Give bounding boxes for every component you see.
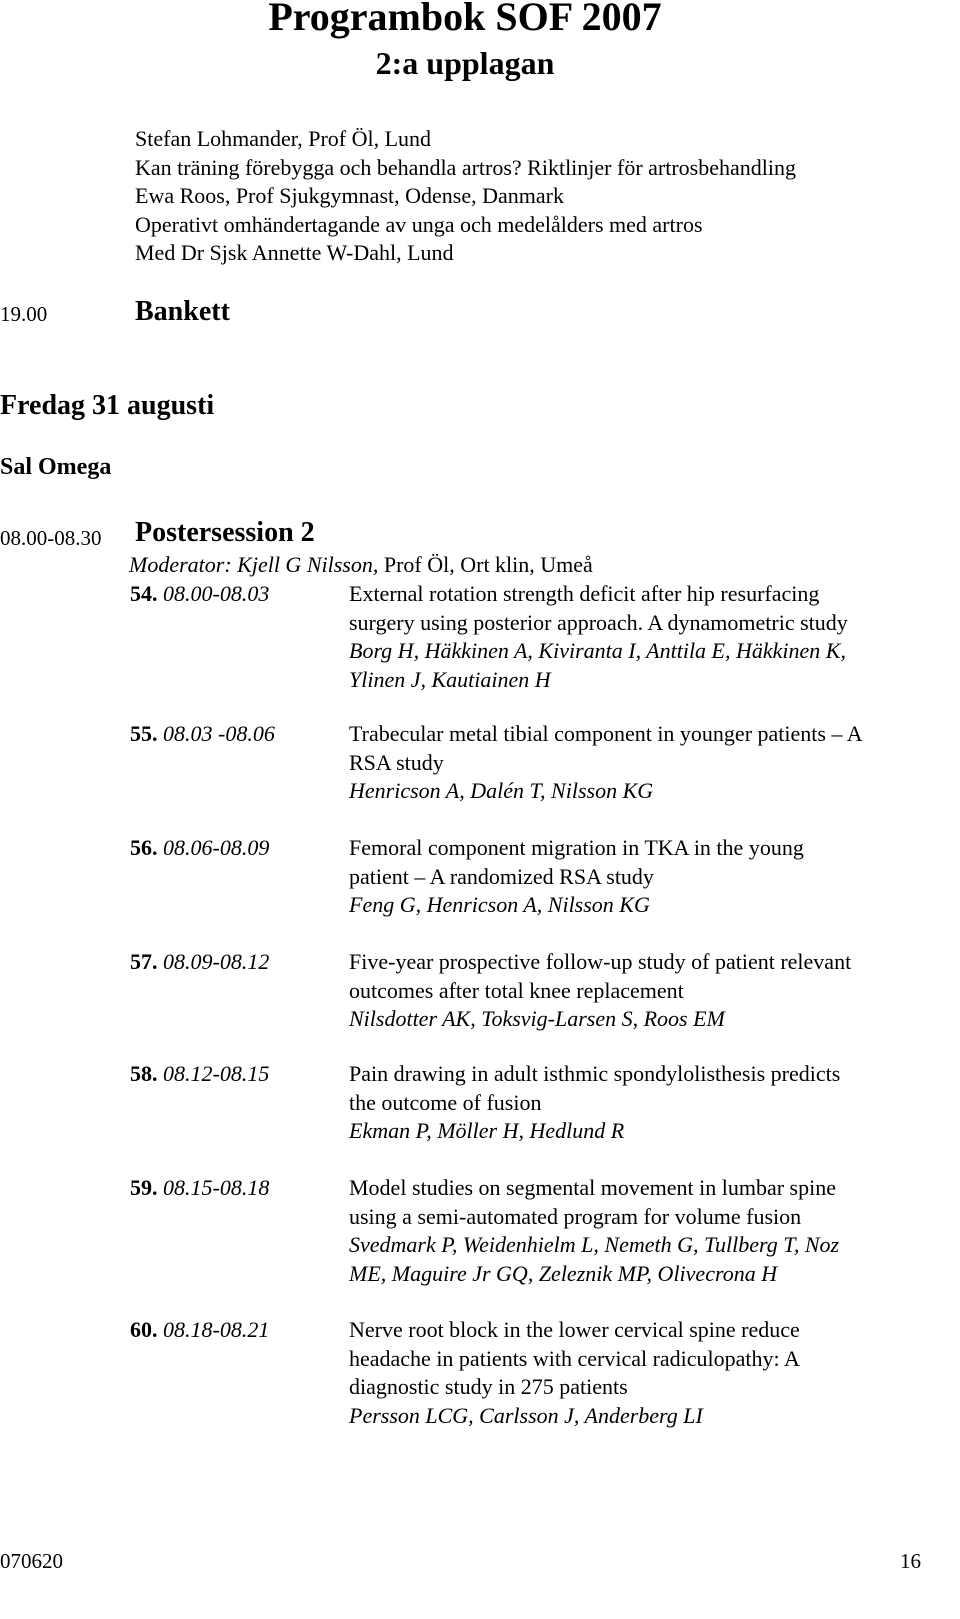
abstract-body: [349, 720, 924, 806]
abstract-number-time: [130, 1060, 269, 1089]
session-time: 08.00-08.30: [0, 526, 102, 550]
abstract-time: 08.15-08.18: [163, 1175, 270, 1200]
page-number: 16: [900, 1549, 921, 1573]
footer-date: 070620: [0, 1549, 63, 1573]
session-title: Postersession 2: [135, 517, 315, 548]
intro-block: [135, 125, 796, 268]
abstract-authors-line: Persson LCG, Carlsson J, Anderberg LI: [349, 1402, 703, 1428]
abstract-number: 58.: [130, 1061, 158, 1086]
abstract-number: 59.: [130, 1175, 158, 1200]
abstract-body: [349, 948, 924, 1034]
abstract-authors-line: Ylinen J, Kautiainen H: [349, 666, 551, 692]
intro-line: Stefan Lohmander, Prof Öl, Lund: [135, 126, 432, 151]
abstract-number: 60.: [130, 1317, 158, 1342]
abstract-title-line: headache in patients with cervical radiculopathy: A: [349, 1345, 800, 1371]
banquet-time: 19.00: [0, 302, 48, 326]
room-heading: Sal Omega: [0, 454, 112, 480]
abstract-body: [349, 1060, 924, 1146]
abstract-time: 08.09-08.12: [163, 949, 270, 974]
abstract-number-time: [130, 1316, 269, 1345]
abstract-number-time: [130, 834, 269, 863]
moderator-detail: Prof Öl, Ort klin, Umeå: [378, 552, 593, 577]
abstract-title-line: diagnostic study in 275 patients: [349, 1374, 628, 1399]
abstract-authors-line: ME, Maguire Jr GQ, Zeleznik MP, Olivecrona H: [349, 1260, 778, 1286]
intro-line: Kan träning förebygga och behandla artros? Riktlinjer för artrosbehandling: [135, 154, 796, 180]
abstract-number: 57.: [130, 949, 158, 974]
abstract-title-line: Pain drawing in adult isthmic spondylolisthesis predicts: [349, 1061, 841, 1086]
abstract-number: 55.: [130, 721, 158, 746]
abstract-time: 08.18-08.21: [163, 1317, 270, 1342]
abstract-number: 56.: [130, 835, 158, 860]
abstract-authors-line: Feng G, Henricson A, Nilsson KG: [349, 892, 650, 917]
abstract-body: [349, 1174, 924, 1288]
abstract-body: [349, 1316, 924, 1430]
abstract-number-time: [130, 1174, 269, 1203]
page-title: Programbok SOF 2007: [268, 0, 662, 39]
abstract-title-line: Model studies on segmental movement in lumbar spine: [349, 1175, 836, 1200]
abstract-time: 08.00-08.03: [163, 581, 270, 606]
page-subtitle: 2:a upplagan: [375, 45, 555, 81]
session-moderator: [129, 551, 593, 579]
abstract-title-line: using a semi-automated program for volume fusion: [349, 1203, 802, 1229]
abstract-title-line: Five-year prospective follow-up study of patient relevant: [349, 949, 852, 974]
abstract-title-line: outcomes after total knee replacement: [349, 977, 684, 1003]
moderator-role: Moderator: Kjell G Nilsson,: [129, 552, 379, 577]
intro-line: Operativt omhändertagande av unga och medelålders med artros: [135, 211, 703, 237]
abstract-time: 08.03 -08.06: [163, 721, 275, 746]
abstract-authors-line: Svedmark P, Weidenhielm L, Nemeth G, Tullberg T, Noz: [349, 1232, 840, 1257]
abstract-title-line: Trabecular metal tibial component in younger patients – A: [349, 721, 863, 746]
abstract-time: 08.12-08.15: [163, 1061, 270, 1086]
abstract-number-time: [130, 580, 269, 609]
abstract-time: 08.06-08.09: [163, 835, 270, 860]
abstract-title-line: surgery using posterior approach. A dynamometric study: [349, 609, 848, 635]
abstract-authors-line: Borg H, Häkkinen A, Kiviranta I, Anttila E, Häkkinen K,: [349, 638, 846, 663]
banquet-label: Bankett: [135, 296, 230, 327]
abstract-body: [349, 834, 924, 920]
abstract-title-line: patient – A randomized RSA study: [349, 863, 654, 889]
day-heading: Fredag 31 augusti: [0, 390, 215, 421]
intro-line: Med Dr Sjsk Annette W-Dahl, Lund: [135, 240, 454, 265]
abstract-title-line: Femoral component migration in TKA in the young: [349, 835, 804, 860]
abstract-title-line: the outcome of fusion: [349, 1089, 542, 1115]
intro-line: Ewa Roos, Prof Sjukgymnast, Odense, Danmark: [135, 183, 564, 208]
abstract-authors-line: Henricson A, Dalén T, Nilsson KG: [349, 778, 654, 803]
abstract-number-time: [130, 948, 269, 977]
abstract-number: 54.: [130, 581, 158, 606]
abstract-title-line: RSA study: [349, 749, 444, 775]
abstract-body: [349, 580, 924, 694]
abstract-authors-line: Ekman P, Möller H, Hedlund R: [349, 1118, 625, 1143]
abstract-title-line: Nerve root block in the lower cervical spine reduce: [349, 1317, 800, 1342]
abstract-title-line: External rotation strength deficit after hip resurfacing: [349, 581, 820, 606]
abstract-authors-line: Nilsdotter AK, Toksvig-Larsen S, Roos EM: [349, 1006, 725, 1031]
abstract-number-time: [130, 720, 275, 749]
